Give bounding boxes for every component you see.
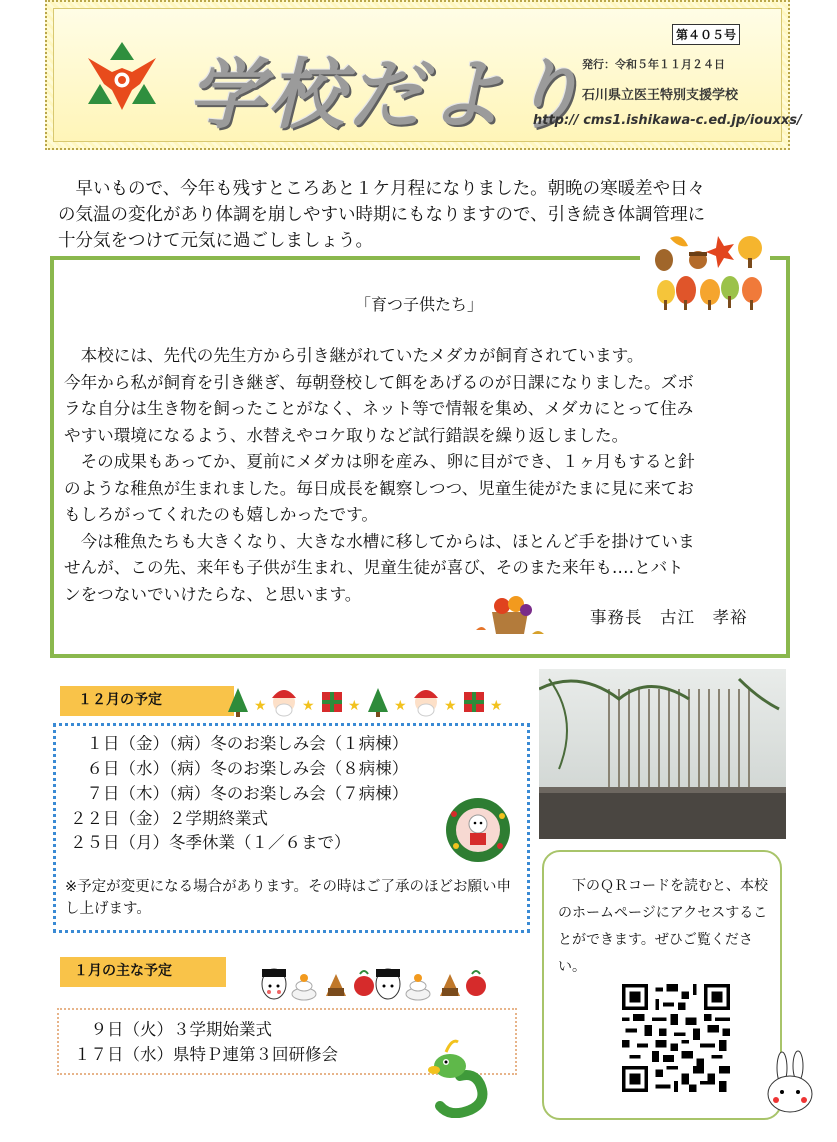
svg-text:★: ★	[490, 698, 503, 714]
dragon-icon	[420, 1036, 498, 1118]
svg-text:★: ★	[254, 698, 267, 714]
svg-text:★: ★	[348, 698, 361, 714]
christmas-decoration-icon	[226, 684, 512, 720]
qr-code-icon[interactable]	[622, 984, 730, 1092]
rabbit-icon	[758, 1050, 822, 1116]
january-label: １月の主な予定	[60, 957, 226, 987]
essay-line: もしろがってくれたのも嬉しかったです。	[64, 505, 378, 524]
december-item: ７日（木）（病）冬のお楽しみ会（７病棟）	[70, 784, 409, 803]
svg-text:★: ★	[302, 698, 315, 714]
school-name: 石川県立医王特別支援学校	[582, 88, 739, 103]
december-note: ※予定が変更になる場合があります。その時はご了承のほどお願い申し上げます。	[65, 879, 511, 917]
essay-line: 今年から私が飼育を引き継ぎ、毎朝登校して餌をあげるのが日課になりました。ズボ	[64, 372, 694, 392]
medaka-tank-photo	[539, 669, 786, 839]
essay-line: ンをつないでいけたらな、と思います。	[64, 584, 362, 604]
essay-title: 「育つ子供たち」	[355, 295, 484, 314]
svg-text:★: ★	[394, 698, 407, 714]
january-item: ９日（火）３学期始業式	[74, 1020, 272, 1039]
intro-line-1: 早いもので、今年も残すところあと１ケ月程になりました。朝晩の寒暖差や日々	[58, 179, 706, 199]
essay-line: ラな自分は生き物を飼ったことがなく、ネット等で情報を集め、メダカにとって住み	[64, 399, 694, 418]
new-year-decoration-icon	[260, 966, 490, 1002]
december-item: ２５日（月）冬季休業（１／６まで）	[70, 833, 351, 852]
essay-author: 事務長 古江 孝裕	[590, 608, 748, 627]
essay-line: その成果もあってか、夏前にメダカは卵を産み、卵に目ができ、１ヶ月もすると針	[64, 452, 695, 471]
essay-line: 今は稚魚たちも大きくなり、大きな水槽に移してからは、ほとんど手を掛けていま	[64, 531, 695, 551]
essay-line: せんが、この先、来年も子供が生まれ、児童生徒が喜び、そのまた来年も‥‥とバト	[64, 558, 684, 577]
christmas-wreath-icon	[442, 794, 514, 866]
december-label: １２月の予定	[60, 686, 234, 716]
school-url[interactable]: http:// cms1.ishikawa-c.ed.jp/iouxxs/	[533, 113, 802, 128]
intro-line-3: 十分気をつけて元気に過ごしましょう。	[58, 231, 373, 251]
december-item: １日（金）（病）冬のお楽しみ会（１病棟）	[70, 734, 409, 753]
intro-line-2: の気温の変化があり体調を崩しやすい時期にもなりますので、引き続き体調管理に	[58, 205, 706, 225]
essay-line: 本校には、先代の先生方から引き継がれていたメダカが飼育されています。	[64, 346, 644, 365]
qr-description: 下のＱＲコードを読むと、本校のホームページにアクセスすることができます。ぜひご覧ください。	[558, 878, 768, 975]
harvest-basket-icon	[472, 590, 552, 640]
publish-date: 発行：令和５年１１月２４日	[582, 58, 725, 71]
essay-line: やすい環境になるよう、水替えやコケ取りなど試行錯誤を繰り返しました。	[64, 425, 629, 445]
essay-line: のような稚魚が生まれました。毎日成長を観察しつつ、児童生徒がたまに見に来てお	[64, 478, 694, 498]
svg-text:★: ★	[444, 698, 457, 714]
issue-number: 第４０５号	[672, 24, 740, 45]
december-item: ２２日（金）２学期終業式	[70, 809, 268, 828]
december-item: ６日（水）（病）冬のお楽しみ会（８病棟）	[70, 759, 409, 778]
school-logo	[82, 38, 162, 118]
january-item: １７日（水）県特Ｐ連第３回研修会	[74, 1045, 338, 1064]
newsletter-title: 学校だより	[188, 50, 588, 139]
autumn-leaves-icon	[640, 230, 770, 312]
